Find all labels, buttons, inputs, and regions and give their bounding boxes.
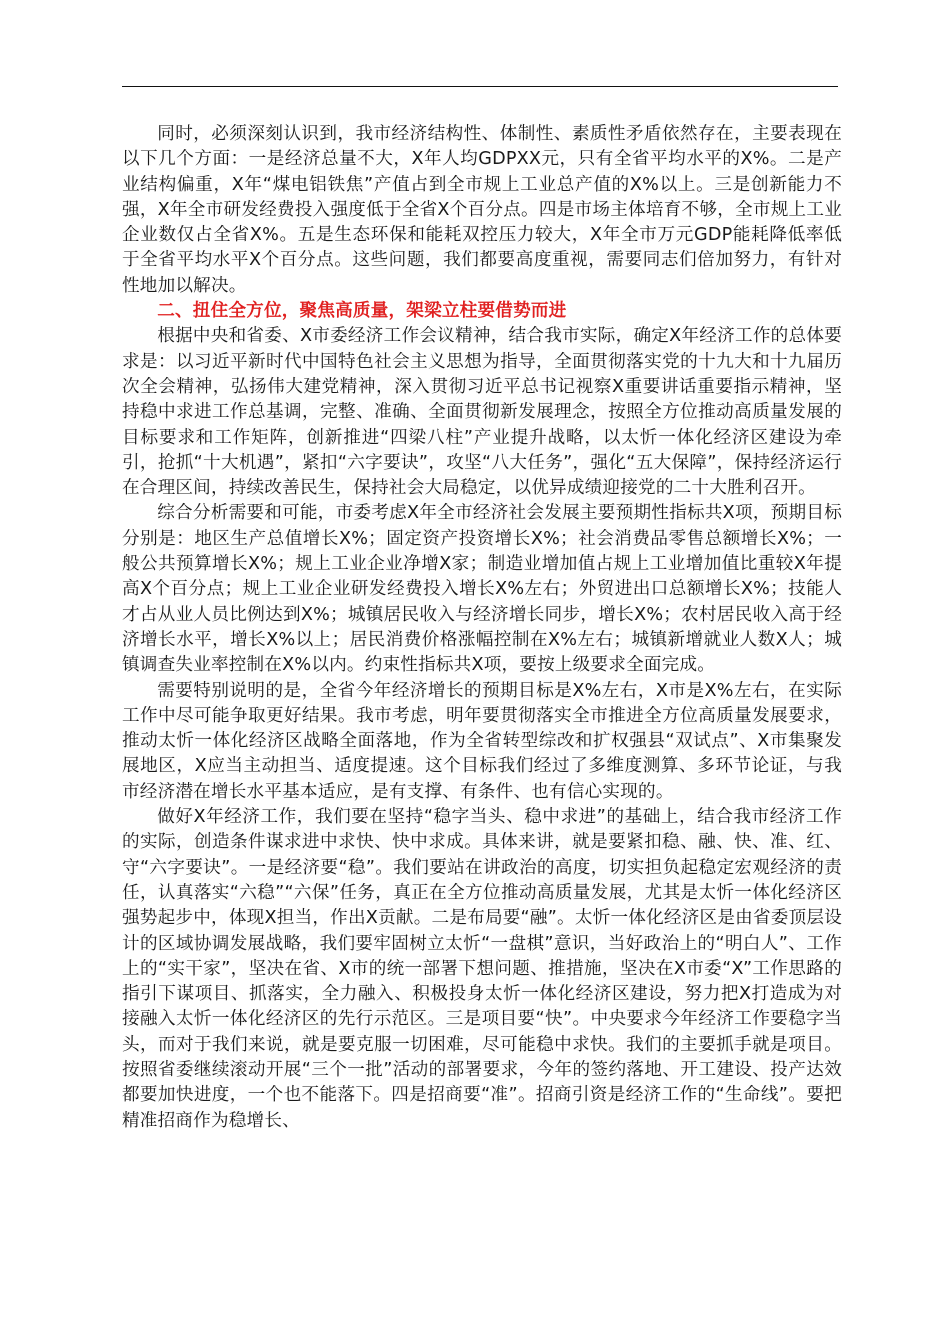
document-body [122,122,842,1134]
paragraph-six-key-points: 做好X年经济工作，我们要在坚持“稳字当头、稳中求进”的基础上，结合我市经济工作的实际，创造条件谋求进中求快、快中求成。具体来讲，就是要紧扣稳、融、快、准、红、守“六字要诀”。一是经济要“稳”。我们要站在讲政治的高度，切实担负起稳定宏观经济的责任，认真落实“六稳”“六保”任务，真正在全方位推动高质量发展，尤其是太忻一体化经济区强势起步中，体现X担当，作出X贡献。二是布局要“融”。太忻一体化经济区是由省委顶层设计的区域协调发展战略，我们要牢固树立太忻“一盘棋”意识，当好政治上的“明白人”、工作上的“实干家”，坚决在省、X市的统一部署下想问题、推措施，坚决在X市委“X”工作思路的指引下谋项目、抓落实，全力融入、积极投身太忻一体化经济区建设，努力把X打造成为对接融入太忻一体化经济区的先行示范区。三是项目要“快”。中央要求今年经济工作要稳字当头，而对于我们来说，就是要克服一切困难，尽可能稳中求快。我们的主要抓手就是项目。按照省委继续滚动开展“三个一批”活动的部署要求，今年的签约落地、开工建设、投产达效都要加快进度，一个也不能落下。四是招商要“准”。招商引资是经济工作的“生命线”。要把精准招商作为稳增长、 [122,807,842,1131]
paragraph-expected-targets: 综合分析需要和可能，市委考虑X年全市经济社会发展主要预期性指标共X项，预期目标分别是：地区生产总值增长X%；固定资产投资增长X%；社会消费品零售总额增长X%；一般公共预算增长X%；规上工业企业净增X家；制造业增加值占规上工业增加值比重较X年提高X个百分点；规上工业企业研发经费投入增长X%左右；外贸进出口总额增长X%；技能人才占从业人员比例达到X%；城镇居民收入与经济增长同步，增长X%；农村居民收入高于经济增长水平，增长X%以上；居民消费价格涨幅控制在X%左右；城镇新增就业人数X人；城镇调查失业率控制在X%以内。约束性指标共X项，要按上级要求全面完成。 [122,503,843,676]
header-rule [122,86,838,87]
paragraph-growth-target-note: 需要特别说明的是，全省今年经济增长的预期目标是X%左右，X市是X%左右，在实际工作中尽可能争取更好结果。我市考虑，明年要贯彻落实全市推进全方位高质量发展要求，推动太忻一体化经济区战略全面落地，作为全省转型综改和扩权强县“双试点”、X市集聚发展地区，X应当主动担当、适度提速。这个目标我们经过了多维度测算、多环节论证，与我市经济潜在增长水平基本适应，是有支撑、有条件、也有信心实现的。 [122,680,842,802]
paragraph-economic-problems: 同时，必须深刻认识到，我市经济结构性、体制性、素质性矛盾依然存在，主要表现在以下几个方面：一是经济总量不大，X年人均GDPXX元，只有全省平均水平的X%。二是产业结构偏重，X年“煤电铝铁焦”产值占到全市规上工业总产值的X%以上。三是创新能力不强，X年全市研发经费投入强度低于全省X个百分点。四是市场主体培育不够，全市规上工业企业数仅占全省X%。五是生态环保和能耗双控压力较大，X年全市万元GDP能耗降低率低于全省平均水平X个百分点。这些问题，我们都要高度重视，需要同志们倍加努力，有针对性地加以解决。 [122,124,842,296]
section-heading-2: 二、扭住全方位，聚焦高质量，架梁立柱要借势而进 [157,301,567,322]
paragraph-overall-requirements: 根据中央和省委、X市委经济工作会议精神，结合我市实际，确定X年经济工作的总体要求是：以习近平新时代中国特色社会主义思想为指导，全面贯彻落实党的十九大和十九届历次全会精神，弘扬伟大建党精神，深入贯彻习近平总书记视察X重要讲话重要指示精神，坚持稳中求进工作总基调，完整、准确、全面贯彻新发展理念，按照全方位推动高质量发展的目标要求和工作矩阵，创新推进“四梁八柱”产业提升战略，以太忻一体化经济区建设为牵引，抢抓“十大机遇”，紧扣“六字要诀”，攻坚“八大任务”，强化“五大保障”，保持经济运行在合理区间，持续改善民生，保持社会大局稳定，以优异成绩迎接党的二十大胜利召开。 [122,326,842,499]
